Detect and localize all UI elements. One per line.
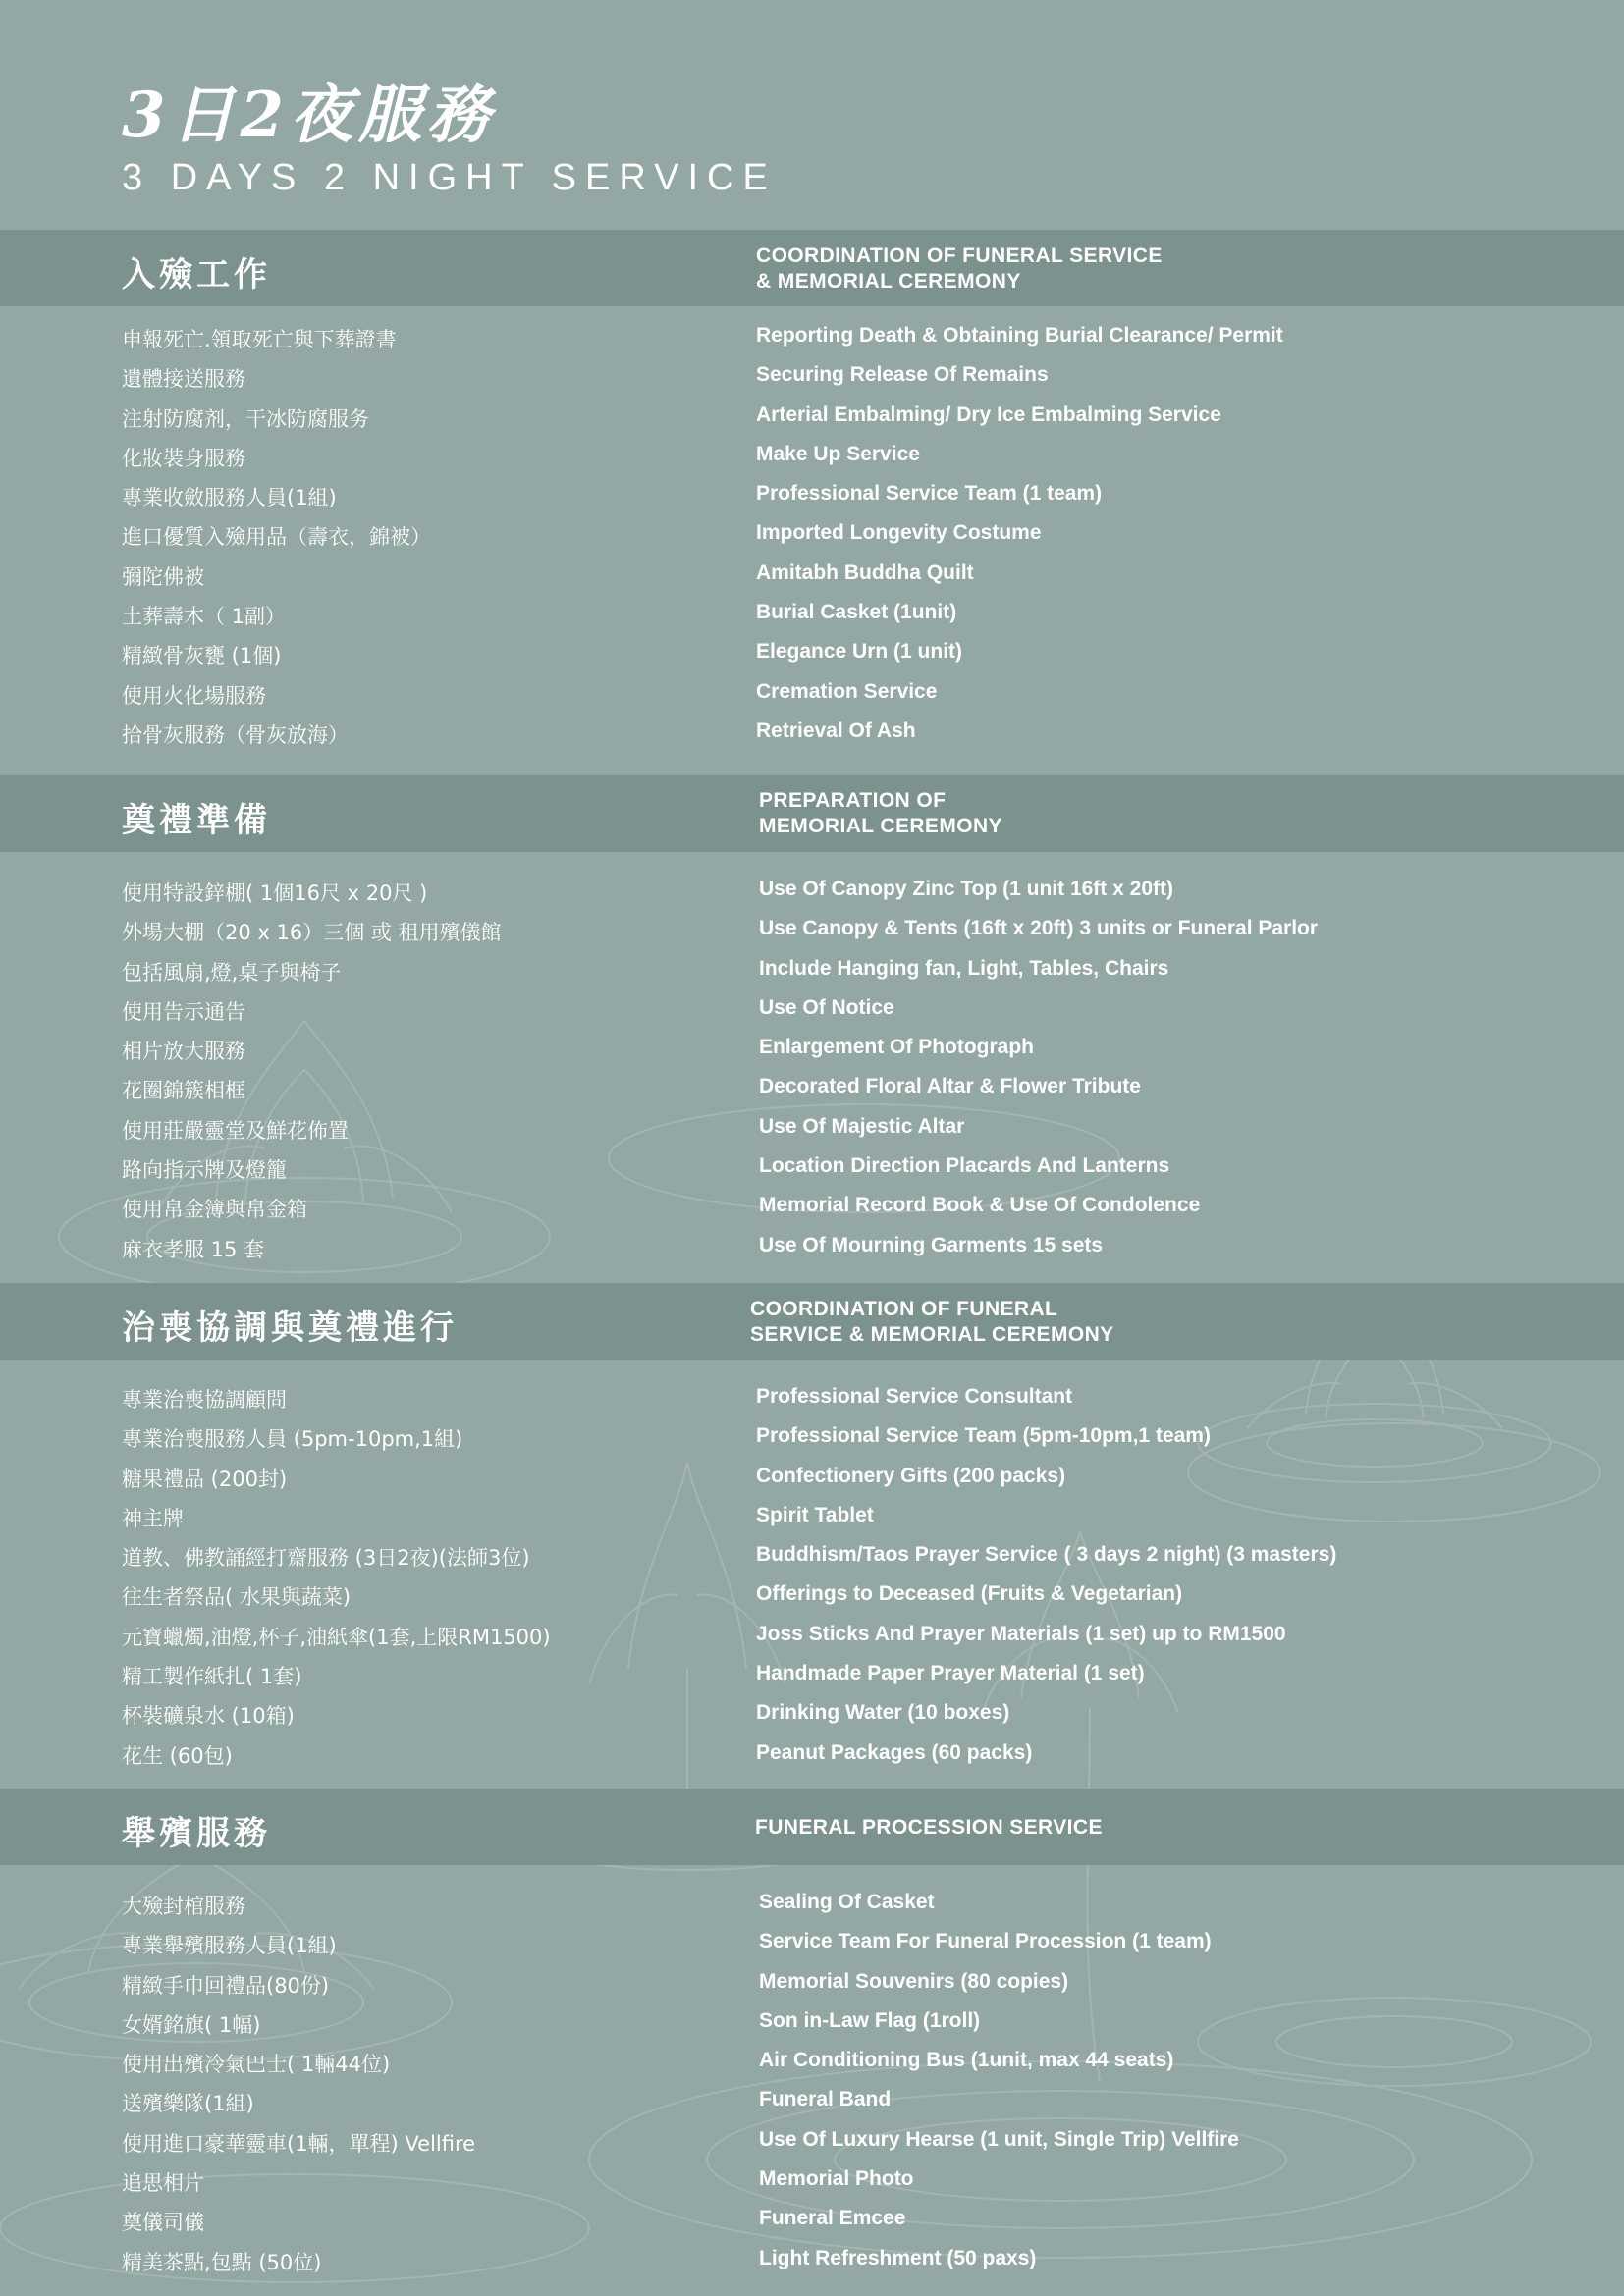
list-item: 奠儀司儀 [122, 2211, 204, 2235]
list-item: Use Canopy & Tents (16ft x 20ft) 3 units or Funeral Parlor [759, 917, 1319, 940]
section-title-en: FUNERAL PROCESSION SERVICE [755, 1816, 1103, 1839]
page-title-en: 3 DAYS 2 NIGHT SERVICE [122, 157, 777, 198]
list-item: Professional Service Team (1 team) [756, 482, 1103, 506]
list-item: Arterial Embalming/ Dry Ice Embalming Service [756, 402, 1221, 426]
list-item: 女婿銘旗( 1幅) [122, 2012, 261, 2037]
list-item: Elegance Urn (1 unit) [756, 640, 963, 664]
list-item: 彌陀佛被 [122, 564, 204, 589]
list-item: Amitabh Buddha Quilt [756, 561, 974, 584]
list-item: Enlargement Of Photograph [759, 1036, 1035, 1059]
service-list-zh [122, 1887, 475, 2282]
page-header [122, 77, 777, 200]
list-item: 使用帛金簿與帛金箱 [122, 1198, 307, 1222]
section-title-en: COORDINATION OF FUNERAL SERVICE & MEMORIAL CEREMONY [756, 244, 1163, 293]
list-item: Imported Longevity Costume [756, 521, 1042, 545]
list-item: Light Refreshment (50 paxs) [759, 2246, 1037, 2269]
list-item: 包括風扇,燈,桌子與椅子 [122, 960, 342, 985]
list-item: 專業舉殯服務人員(1組) [122, 1934, 337, 1958]
list-item: Decorated Floral Altar & Flower Tribute [759, 1075, 1141, 1098]
list-item: Use Of Majestic Altar [759, 1114, 965, 1138]
list-item: Reporting Death & Obtaining Burial Clearance/ Permit [756, 324, 1283, 347]
list-item: Service Team For Funeral Procession (1 team) [759, 1930, 1212, 1953]
list-item: 專業治喪協調顧問 [122, 1388, 287, 1412]
list-item: 外場大棚（20 x 16）三個 或 租用殯儀館 [122, 921, 502, 945]
list-item: 注射防腐剂，干冰防腐服务 [122, 406, 369, 431]
list-item: 花圈錦簇相框 [122, 1079, 245, 1103]
list-item: 精緻手巾回禮品(80份) [122, 1973, 330, 1998]
list-item: Spirit Tablet [756, 1503, 874, 1526]
list-item: Memorial Photo [759, 2167, 914, 2191]
list-item: 土葬壽木（ 1副） [122, 605, 287, 629]
list-item: Location Direction Placards And Lanterns [759, 1154, 1170, 1178]
list-item: 使用出殯冷氣巴士( 1輛44位) [122, 2053, 391, 2077]
service-list-zh [122, 874, 502, 1269]
service-list-zh [122, 1380, 551, 1776]
list-item: Cremation Service [756, 679, 938, 703]
list-item: 糖果禮品 (200封) [122, 1467, 288, 1491]
list-item: Securing Release Of Remains [756, 363, 1049, 387]
list-item: Air Conditioning Bus (1unit, max 44 seats) [759, 2049, 1174, 2072]
service-list-en [756, 316, 1283, 751]
list-item: 路向指示牌及燈籠 [122, 1158, 287, 1183]
list-item: Joss Sticks And Prayer Materials (1 set) up to RM1500 [756, 1622, 1286, 1645]
list-item: 大殮封棺服務 [122, 1895, 245, 1918]
list-item: Professional Service Team (5pm-10pm,1 team) [756, 1424, 1211, 1448]
list-item: Burial Casket (1unit) [756, 601, 957, 624]
list-item: Sealing Of Casket [759, 1891, 935, 1913]
list-item: Retrieval Of Ash [756, 719, 916, 742]
list-item: 使用進口豪華靈車(1輛，單程) Vellfire [122, 2131, 476, 2156]
list-item: Include Hanging fan, Light, Tables, Chairs [759, 956, 1169, 980]
list-item: Drinking Water (10 boxes) [756, 1701, 1010, 1725]
list-item: Use Of Mourning Garments 15 sets [759, 1233, 1104, 1256]
list-item: 使用火化場服務 [122, 683, 266, 708]
list-item: Peanut Packages (60 packs) [756, 1740, 1033, 1764]
section-title-zh: 奠禮準備 [122, 801, 271, 840]
list-item: Use Of Luxury Hearse (1 unit, Single Trip) Vellfire [759, 2127, 1239, 2151]
list-item: 專業收斂服務人員(1組) [122, 486, 337, 510]
list-item: Handmade Paper Prayer Material (1 set) [756, 1662, 1145, 1685]
list-item: 遺體接送服務 [122, 367, 245, 392]
list-item: Offerings to Deceased (Fruits & Vegetarian) [756, 1582, 1183, 1606]
list-item: 精緻骨灰甕 (1個) [122, 644, 282, 668]
page-title-zh: 3日2夜服務 [122, 79, 497, 152]
list-item: Memorial Record Book & Use Of Condolence [759, 1194, 1201, 1217]
list-item: 相片放大服務 [122, 1040, 245, 1064]
list-item: 進口優質入殮用品（壽衣，錦被） [122, 525, 431, 550]
section-title-en: COORDINATION OF FUNERAL SERVICE & MEMORIAL CEREMONY [750, 1298, 1114, 1346]
list-item: 神主牌 [122, 1506, 184, 1530]
section-title-zh: 入殮工作 [122, 255, 271, 294]
list-item: 拾骨灰服務（骨灰放海） [122, 722, 349, 747]
list-item: 花生 (60包) [122, 1743, 233, 1768]
list-item: 化妝裝身服務 [122, 446, 245, 470]
list-item: Use Of Notice [759, 995, 894, 1019]
list-item: 麻衣孝服 15 套 [122, 1237, 265, 1261]
list-item: 使用特設鋅棚( 1個16尺 x 20尺 ) [122, 881, 428, 905]
service-list-en [759, 1883, 1239, 2278]
list-item: Son in-Law Flag (1roll) [759, 2008, 981, 2032]
list-item: 元寶蠟燭,油燈,杯子,油紙傘(1套,上限RM1500) [122, 1625, 551, 1649]
list-item: 往生者祭品( 水果與蔬菜) [122, 1585, 352, 1610]
service-list-zh [122, 320, 431, 755]
list-item: 精美茶點,包點 (50位) [122, 2250, 322, 2274]
list-item: 杯裝礦泉水 (10箱) [122, 1704, 295, 1729]
list-item: 精工製作紙扎( 1套) [122, 1665, 302, 1689]
list-item: Use Of Canopy Zinc Top (1 unit 16ft x 20ft) [759, 878, 1173, 900]
service-list-en [756, 1377, 1336, 1773]
list-item: 追思相片 [122, 2171, 204, 2196]
list-item: Confectionery Gifts (200 packs) [756, 1464, 1066, 1487]
section-title-en: PREPARATION OF MEMORIAL CEREMONY [759, 789, 1002, 837]
list-item: 道教、佛教誦經打齋服務 (3日2夜)(法師3位) [122, 1546, 530, 1571]
list-item: 使用告示通告 [122, 999, 245, 1024]
list-item: 專業治喪服務人員 (5pm-10pm,1組) [122, 1427, 463, 1452]
list-item: Professional Service Consultant [756, 1385, 1073, 1408]
list-item: Buddhism/Taos Prayer Service ( 3 days 2 night) (3 masters) [756, 1543, 1337, 1567]
list-item: 申報死亡.領取死亡與下葬證書 [122, 328, 397, 351]
service-list-en [759, 870, 1318, 1265]
section-title-zh: 治喪協調與奠禮進行 [122, 1308, 458, 1348]
list-item: 使用莊嚴靈堂及鮮花佈置 [122, 1118, 349, 1143]
list-item: Funeral Band [759, 2088, 892, 2111]
section-title-zh: 舉殯服務 [122, 1814, 271, 1853]
list-item: Make Up Service [756, 442, 920, 465]
list-item: 送殯樂隊(1組) [122, 2092, 254, 2116]
list-item: Funeral Emcee [759, 2207, 906, 2230]
list-item: Memorial Souvenirs (80 copies) [759, 1969, 1069, 1993]
